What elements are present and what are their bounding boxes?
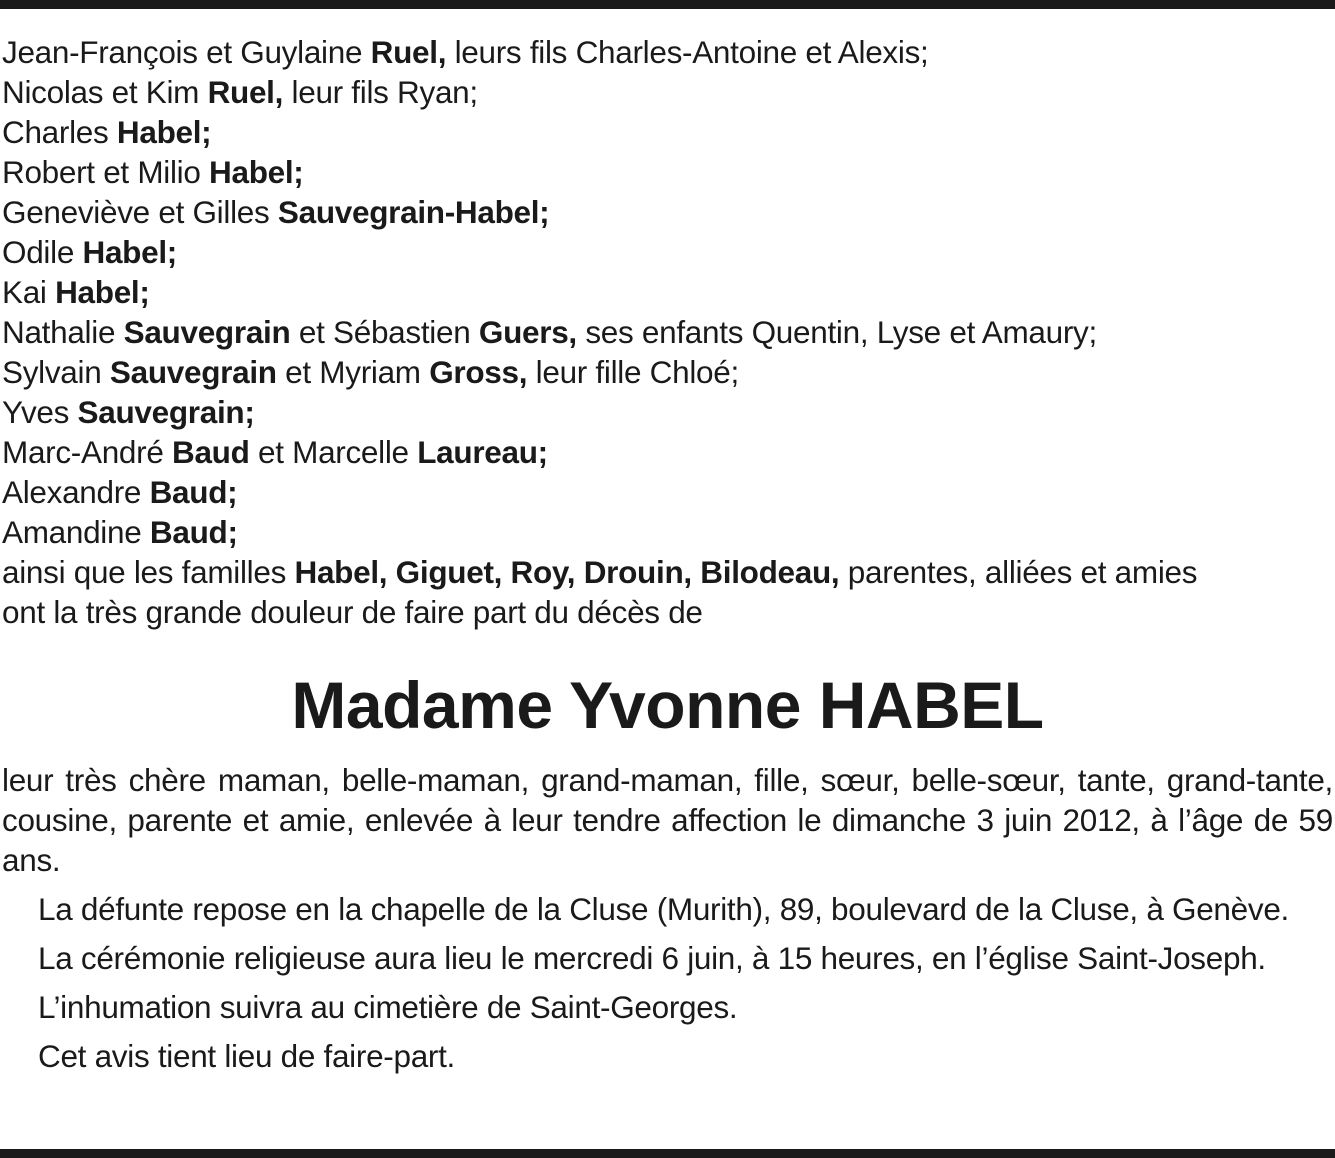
- family-text: parentes, alliées et amies: [839, 554, 1198, 590]
- family-text: Marc-André: [2, 434, 172, 470]
- family-text: Kai: [2, 274, 56, 310]
- family-text: Sylvain: [2, 354, 110, 390]
- family-list: [2, 32, 1333, 632]
- family-line: [2, 72, 1333, 112]
- family-surname: Habel;: [82, 234, 177, 270]
- family-text: ainsi que les familles: [2, 554, 295, 590]
- family-surname: Sauvegrain;: [77, 394, 255, 430]
- family-text: Amandine: [2, 514, 150, 550]
- family-surname: Sauvegrain: [123, 314, 291, 350]
- family-line: [2, 352, 1333, 392]
- family-surname: Gross,: [429, 354, 528, 390]
- family-line: [2, 552, 1333, 592]
- family-line: [2, 192, 1333, 232]
- family-surname: Guers,: [478, 314, 577, 350]
- family-text: et Sébastien: [290, 314, 479, 350]
- family-surname: Habel;: [55, 274, 150, 310]
- family-text: ses enfants Quentin, Lyse et Amaury;: [576, 314, 1097, 350]
- family-line: [2, 592, 1333, 632]
- family-surname: Sauvegrain-Habel;: [277, 194, 550, 230]
- family-surname: Baud;: [149, 474, 238, 510]
- family-line: [2, 32, 1333, 72]
- family-surname: Habel, Giguet, Roy, Drouin, Bilodeau,: [294, 554, 840, 590]
- family-line: [2, 432, 1333, 472]
- obituary-notice: [2, 32, 1333, 1076]
- family-text: Alexandre: [2, 474, 150, 510]
- family-text: leurs fils Charles-Antoine et Alexis;: [446, 34, 929, 70]
- family-surname: Baud;: [149, 514, 238, 550]
- family-text: Yves: [2, 394, 78, 430]
- bottom-rule: [0, 1149, 1335, 1158]
- family-text: leur fils Ryan;: [283, 74, 478, 110]
- family-text: Geneviève et Gilles: [2, 194, 278, 230]
- family-line: [2, 112, 1333, 152]
- family-text: ont la très grande douleur de faire part du décès de: [2, 594, 703, 630]
- family-text: et Marcelle: [249, 434, 418, 470]
- family-surname: Ruel,: [207, 74, 284, 110]
- family-line: [2, 152, 1333, 192]
- family-surname: Habel;: [209, 154, 304, 190]
- family-text: Charles: [2, 114, 117, 150]
- top-rule: [0, 0, 1335, 9]
- notice-paragraph: Cet avis tient lieu de faire-part.: [38, 1038, 456, 1074]
- family-text: Odile: [2, 234, 83, 270]
- family-line: [2, 472, 1333, 512]
- family-line: [2, 272, 1333, 312]
- family-line: [2, 232, 1333, 272]
- relations-paragraph: leur très chère maman, belle-maman, grand-maman, fille, sœur, belle-sœur, tante, grand-tante, cousine, parente et amie, enlevée à leur tendre affection le dimanche 3 juin 2012, à l’âge de 59 ans.: [2, 762, 1333, 878]
- family-surname: Baud: [172, 434, 250, 470]
- family-surname: Habel;: [116, 114, 212, 150]
- family-surname: Laureau;: [417, 434, 548, 470]
- family-text: Jean-François et Guylaine: [2, 34, 371, 70]
- family-text: Nicolas et Kim: [2, 74, 208, 110]
- ceremony-paragraph: La cérémonie religieuse aura lieu le mercredi 6 juin, à 15 heures, en l’église Saint-Joseph.: [38, 940, 1266, 976]
- family-text: Robert et Milio: [2, 154, 210, 190]
- repose-paragraph: La défunte repose en la chapelle de la Cluse (Murith), 89, boulevard de la Cluse, à Genève.: [38, 891, 1289, 927]
- family-surname: Sauvegrain: [109, 354, 277, 390]
- burial-paragraph: L’inhumation suivra au cimetière de Saint-Georges.: [38, 989, 738, 1025]
- family-line: [2, 312, 1333, 352]
- family-line: [2, 392, 1333, 432]
- family-text: et Myriam: [276, 354, 430, 390]
- family-text: Nathalie: [2, 314, 124, 350]
- family-text: leur fille Chloé;: [527, 354, 739, 390]
- family-line: [2, 512, 1333, 552]
- deceased-name: Madame Yvonne HABEL: [291, 668, 1044, 742]
- family-surname: Ruel,: [370, 34, 447, 70]
